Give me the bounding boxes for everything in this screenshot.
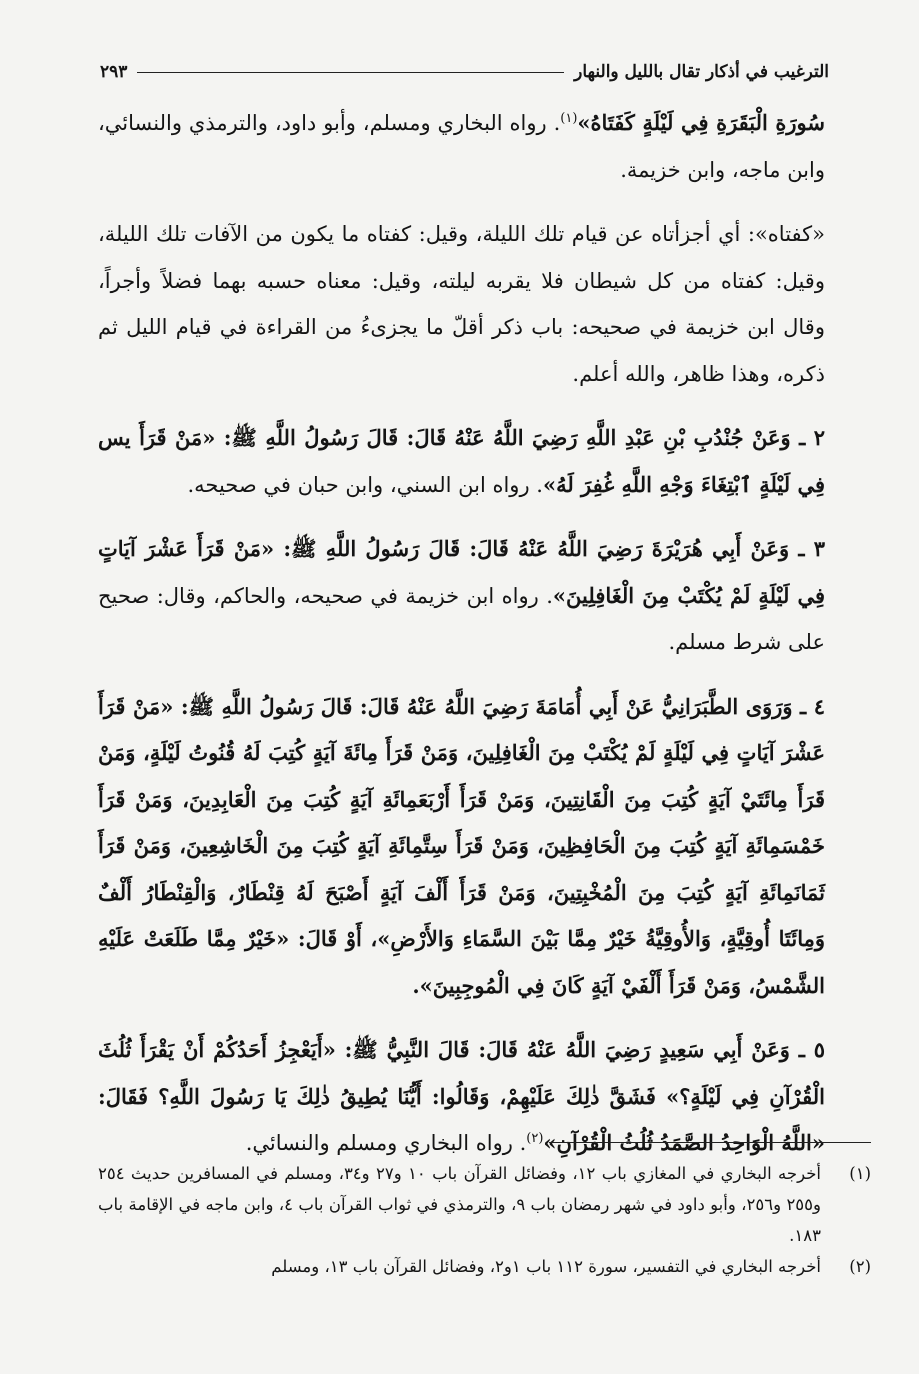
footnote-marker: (١) bbox=[849, 1164, 871, 1183]
header-rule bbox=[137, 72, 564, 73]
narration-text: . رواه البخاري ومسلم، وأبو داود، والترمذي والنسائي، وابن ماجه، وابن خزيمة. bbox=[98, 111, 825, 182]
running-header bbox=[100, 62, 829, 82]
paragraph-gap bbox=[98, 397, 825, 415]
hadith-3 bbox=[98, 526, 825, 666]
footnote-ref[interactable]: (١) bbox=[560, 111, 578, 126]
hadith-text: ٤ ـ وَرَوَى الطَّبَرَانِيُّ عَنْ أَبِي أُمَامَةَ رَضِيَ اللَّهُ عَنْهُ قَالَ: قَالَ رَسُولُ اللَّهِ ﷺ: «مَنْ قَرَأَ عَشْرَ آيَاتٍ فِي لَيْلَةٍ لَمْ يُكْتَبْ مِنَ الْغَافِلِينَ، وَمَنْ قَرَأَ مِائَةَ آيَةٍ كُتِبَ لَهُ قُنُوتُ لَيْلَةٍ، وَمَنْ قَرَأَ مِائَتَيْ آيَةٍ كُتِبَ مِنَ الْقَانِتِينَ، وَمَنْ قَرَأَ أَرْبَعَمِائَةِ آيَةٍ كُتِبَ مِنَ الْعَابِدِينَ، وَمَنْ قَرَأَ خَمْسَمِائَةِ آيَةٍ كُتِبَ مِنَ الْحَافِظِينَ، وَمَنْ قَرَأَ سِتَّمِائَةِ آيَةٍ كُتِبَ مِنَ الْخَاشِعِينَ، وَمَنْ قَرَأَ ثَمَانَمِائَةِ آيَةٍ كُتِبَ مِنَ الْمُخْبِتِينَ، وَمَنْ قَرَأَ أَلْفَ آيَةٍ أَصْبَحَ لَهُ قِنْطَارٌ، وَالْقِنْطَارُ أَلْفٌ وَمِائَتَا أُوقِيَّةٍ، وَالأُوقِيَّةُ خَيْرٌ مِمَّا بَيْنَ السَّمَاءِ وَالأَرْضِ»، أَوْ قَالَ: «خَيْرٌ مِمَّا طَلَعَتْ عَلَيْهِ الشَّمْسُ، وَمَنْ قَرَأَ أَلْفَيْ آيَةٍ كَانَ فِي الْمُوجِبِينَ». bbox=[98, 693, 825, 998]
hadith-5 bbox=[98, 1027, 825, 1167]
page-number: ٢٩٣ bbox=[100, 62, 128, 82]
main-text bbox=[98, 100, 825, 1167]
footnote-marker: (٢) bbox=[849, 1257, 871, 1276]
paragraph-gap bbox=[98, 508, 825, 526]
hadith-text: سُورَةِ الْبَقَرَةِ فِي لَيْلَةٍ كَفَتَاهُ» bbox=[577, 110, 825, 135]
paragraph-gap bbox=[98, 193, 825, 211]
paragraph-2 bbox=[98, 211, 825, 397]
paragraph-gap bbox=[98, 1009, 825, 1027]
footnote-text: أخرجه البخاري في التفسير، سورة ١١٢ باب ١و٢، وفضائل القرآن باب ١٣، ومسلم bbox=[271, 1257, 821, 1276]
hadith-text: ٣ ـ وَعَنْ أَبِي هُرَيْرَةَ رَضِيَ اللَّهُ عَنْهُ قَالَ: قَالَ رَسُولُ اللَّهِ ﷺ: «مَنْ قَرَأَ عَشْرَ آيَاتٍ فِي لَيْلَةٍ لَمْ يُكْتَبْ مِنَ الْغَافِلِينَ» bbox=[98, 536, 825, 608]
footnote-2 bbox=[98, 1251, 871, 1282]
footnote-divider bbox=[549, 1142, 871, 1143]
narration-text: . رواه ابن السني، وابن حبان في صحيحه. bbox=[187, 472, 543, 497]
footnote-text: أخرجه البخاري في المغازي باب ١٢، وفضائل القرآن باب ١٠ و٢٧ و٣٤، ومسلم في المسافرين حديث ٢٥٤ و٢٥٥ و٢٥٦، وأبو داود في شهر رمضان باب ٩، والترمذي في ثواب القرآن باب ٤، وابن ماجه في الإقامة باب ١٨٣. bbox=[98, 1164, 821, 1245]
hadith-4 bbox=[98, 684, 825, 1010]
paragraph-1 bbox=[98, 100, 825, 193]
footnote-ref[interactable]: (٢) bbox=[526, 1131, 544, 1146]
commentary-text: «كفتاه»: أي أجزأتاه عن قيام تلك الليلة، وقيل: كفتاه ما يكون من الآفات تلك الليلة، وقيل: كفتاه من كل شيطان فلا يقربه ليلته، وقيل: معناه حسبه بهما فضلاً وأجراً، وقال ابن خزيمة في صحيحه: باب ذكر أقلّ ما يجزىءُ من القراءة في قيام الليل ثم ذكره، وهذا ظاهر، والله أعلم. bbox=[98, 222, 825, 386]
narration-text: . رواه البخاري ومسلم والنسائي. bbox=[245, 1131, 527, 1155]
hadith-text: ٢ ـ وَعَنْ جُنْدُبِ بْنِ عَبْدِ اللَّهِ رَضِيَ اللَّهُ عَنْهُ قَالَ: قَالَ رَسُولُ اللَّهِ ﷺ: «مَنْ قَرَأَ يس فِي لَيْلَةٍ ٱبْتِغَاءَ وَجْهِ اللَّهِ غُفِرَ لَهُ» bbox=[98, 425, 825, 497]
narration-text: . رواه ابن خزيمة في صحيحه، والحاكم، وقال: صحيح على شرط مسلم. bbox=[98, 583, 825, 654]
hadith-2 bbox=[98, 415, 825, 508]
header-title: الترغيب في أذكار تقال بالليل والنهار bbox=[574, 62, 829, 82]
hadith-text: ٥ ـ وَعَنْ أَبِي سَعِيدٍ رَضِيَ اللَّهُ عَنْهُ قَالَ: قَالَ النَّبِيُّ ﷺ: «أَيَعْجِزُ أَحَدُكُمْ أَنْ يَقْرَأَ ثُلُثَ الْقُرْآنِ فِي لَيْلَةٍ؟» فَشَقَّ ذٰلِكَ عَلَيْهِمْ، وَقَالُوا: أَيُّنَا يُطِيقُ ذٰلِكَ يَا رَسُولَ اللَّهِ؟ فَقَالَ: «اللَّهُ الْوَاحِدُ الصَّمَدُ ثُلُثُ الْقُرْآنِ» bbox=[98, 1037, 825, 1155]
paragraph-gap bbox=[98, 666, 825, 684]
footnote-1 bbox=[98, 1158, 871, 1251]
footnotes bbox=[98, 1158, 871, 1282]
